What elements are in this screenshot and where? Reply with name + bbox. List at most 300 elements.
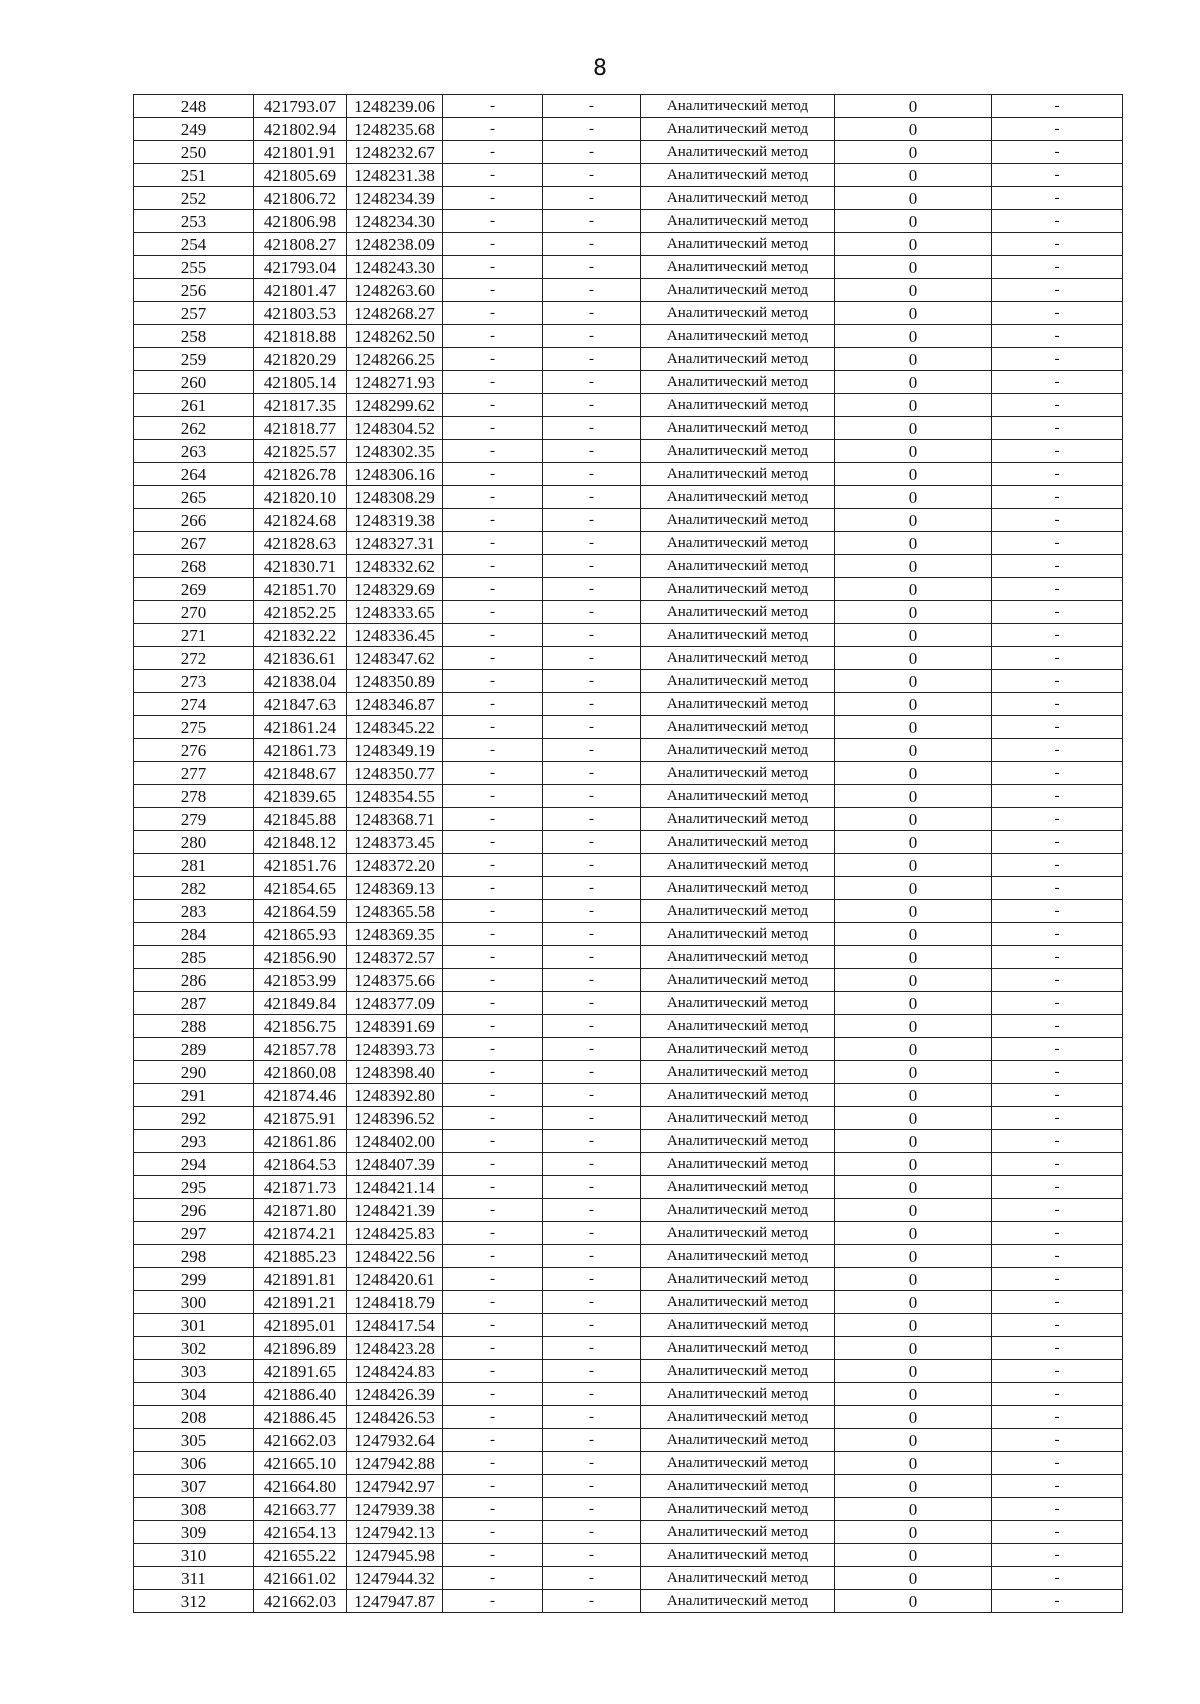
x-coordinate-cell: 421853.99 — [254, 969, 347, 992]
x-coordinate-cell: 421895.01 — [254, 1314, 347, 1337]
method-cell: Аналитический метод — [641, 1383, 835, 1406]
col5-cell: - — [543, 279, 641, 302]
description-cell: - — [992, 647, 1123, 670]
accuracy-cell: 0 — [835, 394, 992, 417]
col5-cell: - — [543, 647, 641, 670]
table-row — [134, 578, 1123, 601]
description-cell: - — [992, 854, 1123, 877]
x-coordinate-cell: 421851.70 — [254, 578, 347, 601]
col5-cell: - — [543, 923, 641, 946]
point-number-cell: 270 — [134, 601, 254, 624]
table-row — [134, 463, 1123, 486]
description-cell: - — [992, 1521, 1123, 1544]
col4-cell: - — [443, 1590, 543, 1613]
x-coordinate-cell: 421856.75 — [254, 1015, 347, 1038]
accuracy-cell: 0 — [835, 923, 992, 946]
y-coordinate-cell: 1248333.65 — [347, 601, 443, 624]
y-coordinate-cell: 1248271.93 — [347, 371, 443, 394]
y-coordinate-cell: 1248421.14 — [347, 1176, 443, 1199]
table-row — [134, 417, 1123, 440]
table-row — [134, 693, 1123, 716]
method-cell: Аналитический метод — [641, 256, 835, 279]
x-coordinate-cell: 421793.07 — [254, 95, 347, 118]
method-cell: Аналитический метод — [641, 486, 835, 509]
col5-cell: - — [543, 1291, 641, 1314]
y-coordinate-cell: 1248232.67 — [347, 141, 443, 164]
point-number-cell: 312 — [134, 1590, 254, 1613]
col5-cell: - — [543, 1406, 641, 1429]
description-cell: - — [992, 1176, 1123, 1199]
x-coordinate-cell: 421663.77 — [254, 1498, 347, 1521]
accuracy-cell: 0 — [835, 279, 992, 302]
col5-cell: - — [543, 1084, 641, 1107]
x-coordinate-cell: 421852.25 — [254, 601, 347, 624]
table-row — [134, 1199, 1123, 1222]
col4-cell: - — [443, 348, 543, 371]
description-cell: - — [992, 325, 1123, 348]
y-coordinate-cell: 1248372.57 — [347, 946, 443, 969]
accuracy-cell: 0 — [835, 509, 992, 532]
col4-cell: - — [443, 1567, 543, 1590]
x-coordinate-cell: 421801.47 — [254, 279, 347, 302]
y-coordinate-cell: 1248368.71 — [347, 808, 443, 831]
table-row — [134, 95, 1123, 118]
point-number-cell: 256 — [134, 279, 254, 302]
y-coordinate-cell: 1248266.25 — [347, 348, 443, 371]
table-row — [134, 1475, 1123, 1498]
accuracy-cell: 0 — [835, 1544, 992, 1567]
accuracy-cell: 0 — [835, 141, 992, 164]
point-number-cell: 272 — [134, 647, 254, 670]
x-coordinate-cell: 421874.21 — [254, 1222, 347, 1245]
col4-cell: - — [443, 1429, 543, 1452]
description-cell: - — [992, 1452, 1123, 1475]
method-cell: Аналитический метод — [641, 716, 835, 739]
point-number-cell: 283 — [134, 900, 254, 923]
point-number-cell: 251 — [134, 164, 254, 187]
y-coordinate-cell: 1248346.87 — [347, 693, 443, 716]
point-number-cell: 259 — [134, 348, 254, 371]
col4-cell: - — [443, 1337, 543, 1360]
point-number-cell: 258 — [134, 325, 254, 348]
col4-cell: - — [443, 1291, 543, 1314]
point-number-cell: 286 — [134, 969, 254, 992]
description-cell: - — [992, 210, 1123, 233]
table-row — [134, 394, 1123, 417]
description-cell: - — [992, 877, 1123, 900]
point-number-cell: 308 — [134, 1498, 254, 1521]
method-cell: Аналитический метод — [641, 739, 835, 762]
x-coordinate-cell: 421832.22 — [254, 624, 347, 647]
point-number-cell: 257 — [134, 302, 254, 325]
table-row — [134, 1406, 1123, 1429]
y-coordinate-cell: 1248425.83 — [347, 1222, 443, 1245]
point-number-cell: 289 — [134, 1038, 254, 1061]
col4-cell: - — [443, 1130, 543, 1153]
description-cell: - — [992, 1567, 1123, 1590]
point-number-cell: 263 — [134, 440, 254, 463]
method-cell: Аналитический метод — [641, 118, 835, 141]
col4-cell: - — [443, 141, 543, 164]
col4-cell: - — [443, 1452, 543, 1475]
x-coordinate-cell: 421820.29 — [254, 348, 347, 371]
y-coordinate-cell: 1248234.39 — [347, 187, 443, 210]
description-cell: - — [992, 463, 1123, 486]
y-coordinate-cell: 1248299.62 — [347, 394, 443, 417]
col5-cell: - — [543, 95, 641, 118]
y-coordinate-cell: 1248262.50 — [347, 325, 443, 348]
description-cell: - — [992, 1015, 1123, 1038]
description-cell: - — [992, 1475, 1123, 1498]
table-row — [134, 716, 1123, 739]
table-row — [134, 233, 1123, 256]
method-cell: Аналитический метод — [641, 1314, 835, 1337]
table-row — [134, 1084, 1123, 1107]
x-coordinate-cell: 421847.63 — [254, 693, 347, 716]
col4-cell: - — [443, 716, 543, 739]
x-coordinate-cell: 421818.88 — [254, 325, 347, 348]
col5-cell: - — [543, 555, 641, 578]
accuracy-cell: 0 — [835, 1521, 992, 1544]
point-number-cell: 291 — [134, 1084, 254, 1107]
col4-cell: - — [443, 509, 543, 532]
col5-cell: - — [543, 417, 641, 440]
method-cell: Аналитический метод — [641, 187, 835, 210]
x-coordinate-cell: 421891.81 — [254, 1268, 347, 1291]
table-row — [134, 1521, 1123, 1544]
x-coordinate-cell: 421861.86 — [254, 1130, 347, 1153]
table-body — [134, 95, 1123, 1613]
x-coordinate-cell: 421824.68 — [254, 509, 347, 532]
x-coordinate-cell: 421851.76 — [254, 854, 347, 877]
method-cell: Аналитический метод — [641, 946, 835, 969]
method-cell: Аналитический метод — [641, 1015, 835, 1038]
point-number-cell: 252 — [134, 187, 254, 210]
method-cell: Аналитический метод — [641, 1153, 835, 1176]
y-coordinate-cell: 1248263.60 — [347, 279, 443, 302]
point-number-cell: 304 — [134, 1383, 254, 1406]
point-number-cell: 301 — [134, 1314, 254, 1337]
accuracy-cell: 0 — [835, 831, 992, 854]
table-row — [134, 1567, 1123, 1590]
col5-cell: - — [543, 164, 641, 187]
method-cell: Аналитический метод — [641, 1107, 835, 1130]
y-coordinate-cell: 1247944.32 — [347, 1567, 443, 1590]
description-cell: - — [992, 1038, 1123, 1061]
description-cell: - — [992, 256, 1123, 279]
description-cell: - — [992, 233, 1123, 256]
x-coordinate-cell: 421849.84 — [254, 992, 347, 1015]
table-row — [134, 923, 1123, 946]
description-cell: - — [992, 394, 1123, 417]
y-coordinate-cell: 1248396.52 — [347, 1107, 443, 1130]
y-coordinate-cell: 1248354.55 — [347, 785, 443, 808]
col5-cell: - — [543, 1452, 641, 1475]
point-number-cell: 280 — [134, 831, 254, 854]
description-cell: - — [992, 1107, 1123, 1130]
col5-cell: - — [543, 762, 641, 785]
coordinates-table — [133, 94, 1123, 1613]
description-cell: - — [992, 1337, 1123, 1360]
y-coordinate-cell: 1248391.69 — [347, 1015, 443, 1038]
table-row — [134, 302, 1123, 325]
table-row — [134, 877, 1123, 900]
description-cell: - — [992, 279, 1123, 302]
accuracy-cell: 0 — [835, 1107, 992, 1130]
x-coordinate-cell: 421885.23 — [254, 1245, 347, 1268]
point-number-cell: 303 — [134, 1360, 254, 1383]
col5-cell: - — [543, 1314, 641, 1337]
table-row — [134, 1176, 1123, 1199]
accuracy-cell: 0 — [835, 256, 992, 279]
method-cell: Аналитический метод — [641, 1222, 835, 1245]
point-number-cell: 288 — [134, 1015, 254, 1038]
description-cell: - — [992, 118, 1123, 141]
y-coordinate-cell: 1248423.28 — [347, 1337, 443, 1360]
point-number-cell: 267 — [134, 532, 254, 555]
method-cell: Аналитический метод — [641, 509, 835, 532]
accuracy-cell: 0 — [835, 785, 992, 808]
table-row — [134, 900, 1123, 923]
method-cell: Аналитический метод — [641, 670, 835, 693]
point-number-cell: 294 — [134, 1153, 254, 1176]
accuracy-cell: 0 — [835, 670, 992, 693]
accuracy-cell: 0 — [835, 187, 992, 210]
y-coordinate-cell: 1248234.30 — [347, 210, 443, 233]
method-cell: Аналитический метод — [641, 1176, 835, 1199]
col4-cell: - — [443, 992, 543, 1015]
point-number-cell: 282 — [134, 877, 254, 900]
point-number-cell: 307 — [134, 1475, 254, 1498]
accuracy-cell: 0 — [835, 969, 992, 992]
table-row — [134, 670, 1123, 693]
point-number-cell: 287 — [134, 992, 254, 1015]
description-cell: - — [992, 624, 1123, 647]
col5-cell: - — [543, 509, 641, 532]
col5-cell: - — [543, 992, 641, 1015]
description-cell: - — [992, 1061, 1123, 1084]
accuracy-cell: 0 — [835, 1452, 992, 1475]
description-cell: - — [992, 831, 1123, 854]
y-coordinate-cell: 1248332.62 — [347, 555, 443, 578]
description-cell: - — [992, 532, 1123, 555]
col4-cell: - — [443, 417, 543, 440]
y-coordinate-cell: 1248373.45 — [347, 831, 443, 854]
method-cell: Аналитический метод — [641, 1038, 835, 1061]
y-coordinate-cell: 1248417.54 — [347, 1314, 443, 1337]
point-number-cell: 277 — [134, 762, 254, 785]
col5-cell: - — [543, 1038, 641, 1061]
page-number: 8 — [593, 56, 607, 81]
method-cell: Аналитический метод — [641, 854, 835, 877]
y-coordinate-cell: 1248424.83 — [347, 1360, 443, 1383]
col4-cell: - — [443, 1061, 543, 1084]
y-coordinate-cell: 1248329.69 — [347, 578, 443, 601]
col5-cell: - — [543, 302, 641, 325]
table-row — [134, 762, 1123, 785]
point-number-cell: 285 — [134, 946, 254, 969]
col4-cell: - — [443, 486, 543, 509]
table-row — [134, 854, 1123, 877]
y-coordinate-cell: 1248407.39 — [347, 1153, 443, 1176]
col4-cell: - — [443, 1176, 543, 1199]
col5-cell: - — [543, 1107, 641, 1130]
method-cell: Аналитический метод — [641, 141, 835, 164]
x-coordinate-cell: 421805.14 — [254, 371, 347, 394]
col5-cell: - — [543, 1521, 641, 1544]
accuracy-cell: 0 — [835, 325, 992, 348]
method-cell: Аналитический метод — [641, 325, 835, 348]
col4-cell: - — [443, 854, 543, 877]
col4-cell: - — [443, 371, 543, 394]
description-cell: - — [992, 348, 1123, 371]
method-cell: Аналитический метод — [641, 693, 835, 716]
accuracy-cell: 0 — [835, 716, 992, 739]
table-row — [134, 371, 1123, 394]
point-number-cell: 273 — [134, 670, 254, 693]
accuracy-cell: 0 — [835, 1015, 992, 1038]
x-coordinate-cell: 421818.77 — [254, 417, 347, 440]
x-coordinate-cell: 421896.89 — [254, 1337, 347, 1360]
point-number-cell: 265 — [134, 486, 254, 509]
accuracy-cell: 0 — [835, 877, 992, 900]
accuracy-cell: 0 — [835, 1590, 992, 1613]
method-cell: Аналитический метод — [641, 1199, 835, 1222]
description-cell: - — [992, 992, 1123, 1015]
y-coordinate-cell: 1247942.13 — [347, 1521, 443, 1544]
method-cell: Аналитический метод — [641, 532, 835, 555]
description-cell: - — [992, 555, 1123, 578]
accuracy-cell: 0 — [835, 624, 992, 647]
col5-cell: - — [543, 601, 641, 624]
description-cell: - — [992, 601, 1123, 624]
description-cell: - — [992, 808, 1123, 831]
x-coordinate-cell: 421793.04 — [254, 256, 347, 279]
point-number-cell: 278 — [134, 785, 254, 808]
point-number-cell: 295 — [134, 1176, 254, 1199]
x-coordinate-cell: 421861.24 — [254, 716, 347, 739]
col4-cell: - — [443, 164, 543, 187]
y-coordinate-cell: 1248268.27 — [347, 302, 443, 325]
col4-cell: - — [443, 647, 543, 670]
accuracy-cell: 0 — [835, 210, 992, 233]
x-coordinate-cell: 421886.45 — [254, 1406, 347, 1429]
y-coordinate-cell: 1248369.13 — [347, 877, 443, 900]
description-cell: - — [992, 739, 1123, 762]
col5-cell: - — [543, 1268, 641, 1291]
y-coordinate-cell: 1248238.09 — [347, 233, 443, 256]
y-coordinate-cell: 1248398.40 — [347, 1061, 443, 1084]
description-cell: - — [992, 1590, 1123, 1613]
col4-cell: - — [443, 1038, 543, 1061]
point-number-cell: 260 — [134, 371, 254, 394]
accuracy-cell: 0 — [835, 900, 992, 923]
col4-cell: - — [443, 210, 543, 233]
col5-cell: - — [543, 624, 641, 647]
col4-cell: - — [443, 95, 543, 118]
col4-cell: - — [443, 302, 543, 325]
method-cell: Аналитический метод — [641, 1544, 835, 1567]
point-number-cell: 250 — [134, 141, 254, 164]
table-row — [134, 164, 1123, 187]
point-number-cell: 275 — [134, 716, 254, 739]
col4-cell: - — [443, 279, 543, 302]
x-coordinate-cell: 421854.65 — [254, 877, 347, 900]
point-number-cell: 248 — [134, 95, 254, 118]
table-row — [134, 1544, 1123, 1567]
description-cell: - — [992, 1084, 1123, 1107]
accuracy-cell: 0 — [835, 578, 992, 601]
description-cell: - — [992, 302, 1123, 325]
table-row — [134, 118, 1123, 141]
table-row — [134, 256, 1123, 279]
table-row — [134, 739, 1123, 762]
description-cell: - — [992, 923, 1123, 946]
y-coordinate-cell: 1247947.87 — [347, 1590, 443, 1613]
accuracy-cell: 0 — [835, 1084, 992, 1107]
col4-cell: - — [443, 1383, 543, 1406]
description-cell: - — [992, 1153, 1123, 1176]
point-number-cell: 299 — [134, 1268, 254, 1291]
y-coordinate-cell: 1248365.58 — [347, 900, 443, 923]
col4-cell: - — [443, 256, 543, 279]
accuracy-cell: 0 — [835, 164, 992, 187]
col5-cell: - — [543, 210, 641, 233]
x-coordinate-cell: 421828.63 — [254, 532, 347, 555]
method-cell: Аналитический метод — [641, 1498, 835, 1521]
accuracy-cell: 0 — [835, 808, 992, 831]
col4-cell: - — [443, 739, 543, 762]
col4-cell: - — [443, 693, 543, 716]
x-coordinate-cell: 421838.04 — [254, 670, 347, 693]
col5-cell: - — [543, 1337, 641, 1360]
x-coordinate-cell: 421845.88 — [254, 808, 347, 831]
point-number-cell: 255 — [134, 256, 254, 279]
col4-cell: - — [443, 1521, 543, 1544]
point-number-cell: 305 — [134, 1429, 254, 1452]
table-row — [134, 555, 1123, 578]
col4-cell: - — [443, 1222, 543, 1245]
method-cell: Аналитический метод — [641, 969, 835, 992]
col5-cell: - — [543, 1544, 641, 1567]
method-cell: Аналитический метод — [641, 210, 835, 233]
col5-cell: - — [543, 256, 641, 279]
x-coordinate-cell: 421839.65 — [254, 785, 347, 808]
y-coordinate-cell: 1248308.29 — [347, 486, 443, 509]
accuracy-cell: 0 — [835, 1268, 992, 1291]
description-cell: - — [992, 1360, 1123, 1383]
x-coordinate-cell: 421860.08 — [254, 1061, 347, 1084]
col4-cell: - — [443, 1268, 543, 1291]
point-number-cell: 281 — [134, 854, 254, 877]
y-coordinate-cell: 1248350.89 — [347, 670, 443, 693]
col5-cell: - — [543, 808, 641, 831]
description-cell: - — [992, 785, 1123, 808]
y-coordinate-cell: 1248375.66 — [347, 969, 443, 992]
x-coordinate-cell: 421865.93 — [254, 923, 347, 946]
y-coordinate-cell: 1248350.77 — [347, 762, 443, 785]
point-number-cell: 309 — [134, 1521, 254, 1544]
y-coordinate-cell: 1248402.00 — [347, 1130, 443, 1153]
table-row — [134, 992, 1123, 1015]
method-cell: Аналитический метод — [641, 371, 835, 394]
y-coordinate-cell: 1248418.79 — [347, 1291, 443, 1314]
x-coordinate-cell: 421661.02 — [254, 1567, 347, 1590]
table-row — [134, 348, 1123, 371]
description-cell: - — [992, 486, 1123, 509]
accuracy-cell: 0 — [835, 946, 992, 969]
y-coordinate-cell: 1248239.06 — [347, 95, 443, 118]
